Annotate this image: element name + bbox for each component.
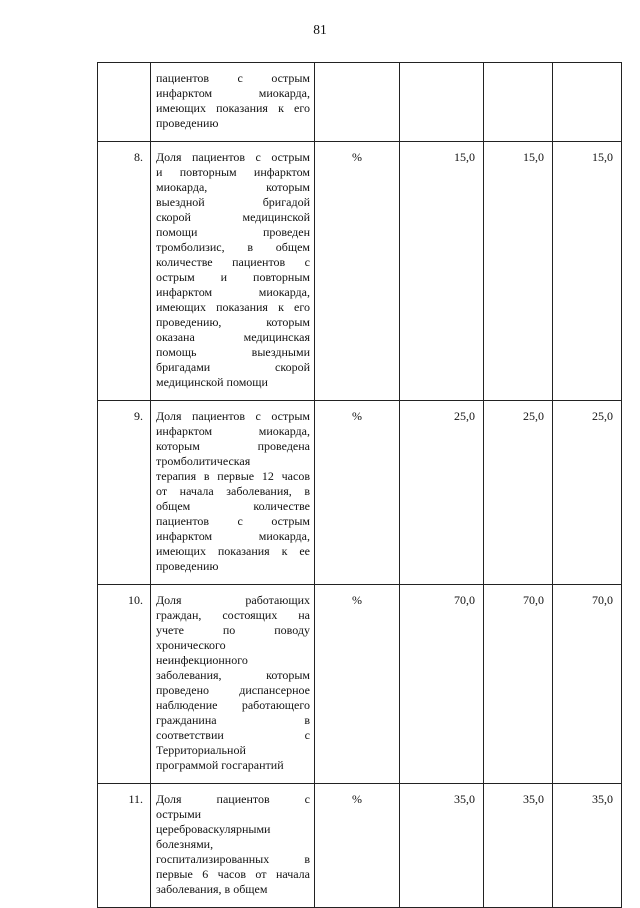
indicator-name-line: острыми <box>156 807 202 821</box>
indicator-name-line: пациентов с острым <box>156 71 310 85</box>
indicator-name-line: оказана медицинская <box>156 330 310 344</box>
indicator-name-line: миокарда, которым <box>156 180 310 194</box>
indicator-name-line: проведено диспансерное <box>156 683 310 697</box>
unit-cell: % <box>315 784 400 908</box>
target-value-v3-cell: 15,0 <box>553 142 622 401</box>
target-value-v1-cell: 35,0 <box>400 784 484 908</box>
indicator-name-cell <box>151 401 315 585</box>
table-row <box>98 401 622 585</box>
indicator-name-line: заболевания, в общем <box>156 882 268 896</box>
indicator-name-line: помощи проведен <box>156 225 310 239</box>
target-value-v1-cell: 25,0 <box>400 401 484 585</box>
indicator-name-cell <box>151 142 315 401</box>
indicator-name-line: наблюдение работающего <box>156 698 310 712</box>
indicator-name-line: инфарктом миокарда, <box>156 424 310 438</box>
indicator-name-line: проведению <box>156 116 219 130</box>
unit-cell: % <box>315 585 400 784</box>
target-value-v2-cell: 70,0 <box>484 585 553 784</box>
indicator-name-line: общем количестве <box>156 499 310 513</box>
indicator-name-line: терапия в первые 12 часов <box>156 469 310 483</box>
indicator-name-line: первые 6 часов от начала <box>156 867 310 881</box>
indicator-name-line: граждан, состоящих на <box>156 608 310 622</box>
indicator-name-line: госпитализированных в <box>156 852 310 866</box>
indicator-name-line: которым проведена <box>156 439 310 453</box>
table-row <box>98 63 622 142</box>
indicator-name-line: от начала заболевания, в <box>156 484 310 498</box>
indicator-name-line: заболевания, которым <box>156 668 310 682</box>
indicator-name-line: тромболитическая <box>156 454 251 468</box>
indicator-name-line: инфарктом миокарда, <box>156 285 310 299</box>
indicator-name-line: соответствии с <box>156 728 310 742</box>
target-value-v1-cell: 15,0 <box>400 142 484 401</box>
unit-cell <box>315 63 400 142</box>
indicator-name-line: медицинской помощи <box>156 375 268 389</box>
indicator-name-line: Территориальной <box>156 743 246 757</box>
indicator-name-line: цереброваскулярными <box>156 822 271 836</box>
indicator-name-line: скорой медицинской <box>156 210 310 224</box>
indicator-name-line: и повторным инфарктом <box>156 165 310 179</box>
target-value-v1-cell: 70,0 <box>400 585 484 784</box>
indicator-name-line: проведению, которым <box>156 315 310 329</box>
indicator-name-line: имеющих показания к его <box>156 300 310 314</box>
indicator-name-line: программой госгарантий <box>156 758 284 772</box>
row-number-cell <box>98 63 151 142</box>
indicator-name-cell <box>151 585 315 784</box>
indicator-name-line: Доля работающих <box>156 593 310 607</box>
indicator-name-line: неинфекционного <box>156 653 248 667</box>
target-value-v1-cell <box>400 63 484 142</box>
row-number-cell: 9. <box>98 401 151 585</box>
indicator-name-line: количестве пациентов с <box>156 255 310 269</box>
unit-cell: % <box>315 142 400 401</box>
target-value-v2-cell: 35,0 <box>484 784 553 908</box>
target-value-v2-cell: 15,0 <box>484 142 553 401</box>
indicator-name-line: Доля пациентов с острым <box>156 409 310 423</box>
indicator-name-line: инфарктом миокарда, <box>156 529 310 543</box>
indicator-name-line: пациентов с острым <box>156 514 310 528</box>
target-value-v3-cell: 70,0 <box>553 585 622 784</box>
indicator-name-line: имеющих показания к ее <box>156 544 310 558</box>
row-number-cell: 8. <box>98 142 151 401</box>
row-number-cell: 11. <box>98 784 151 908</box>
table-row <box>98 585 622 784</box>
indicator-name-line: помощь выездными <box>156 345 310 359</box>
indicator-name-line: проведению <box>156 559 219 573</box>
target-value-v2-cell <box>484 63 553 142</box>
target-value-v2-cell: 25,0 <box>484 401 553 585</box>
indicator-name-line: тромболизис, в общем <box>156 240 310 254</box>
target-value-v3-cell: 25,0 <box>553 401 622 585</box>
indicator-name-line: инфарктом миокарда, <box>156 86 310 100</box>
page-number: 81 <box>313 22 327 37</box>
indicator-name-line: бригадами скорой <box>156 360 310 374</box>
unit-cell: % <box>315 401 400 585</box>
target-value-v3-cell: 35,0 <box>553 784 622 908</box>
indicator-name-line: Доля пациентов с острым <box>156 150 310 164</box>
table-row <box>98 142 622 401</box>
indicators-table <box>97 62 622 908</box>
target-value-v3-cell <box>553 63 622 142</box>
indicator-name-line: болезнями, <box>156 837 214 851</box>
indicator-name-line: гражданина в <box>156 713 310 727</box>
indicator-name-line: хронического <box>156 638 226 652</box>
row-number-cell: 10. <box>98 585 151 784</box>
indicator-name-cell <box>151 784 315 908</box>
indicator-name-line: Доля пациентов с <box>156 792 310 806</box>
indicator-name-line: учете по поводу <box>156 623 310 637</box>
table-row <box>98 784 622 908</box>
indicator-name-line: острым и повторным <box>156 270 310 284</box>
indicator-name-line: имеющих показания к его <box>156 101 310 115</box>
indicator-name-line: выездной бригадой <box>156 195 310 209</box>
indicator-name-cell <box>151 63 315 142</box>
